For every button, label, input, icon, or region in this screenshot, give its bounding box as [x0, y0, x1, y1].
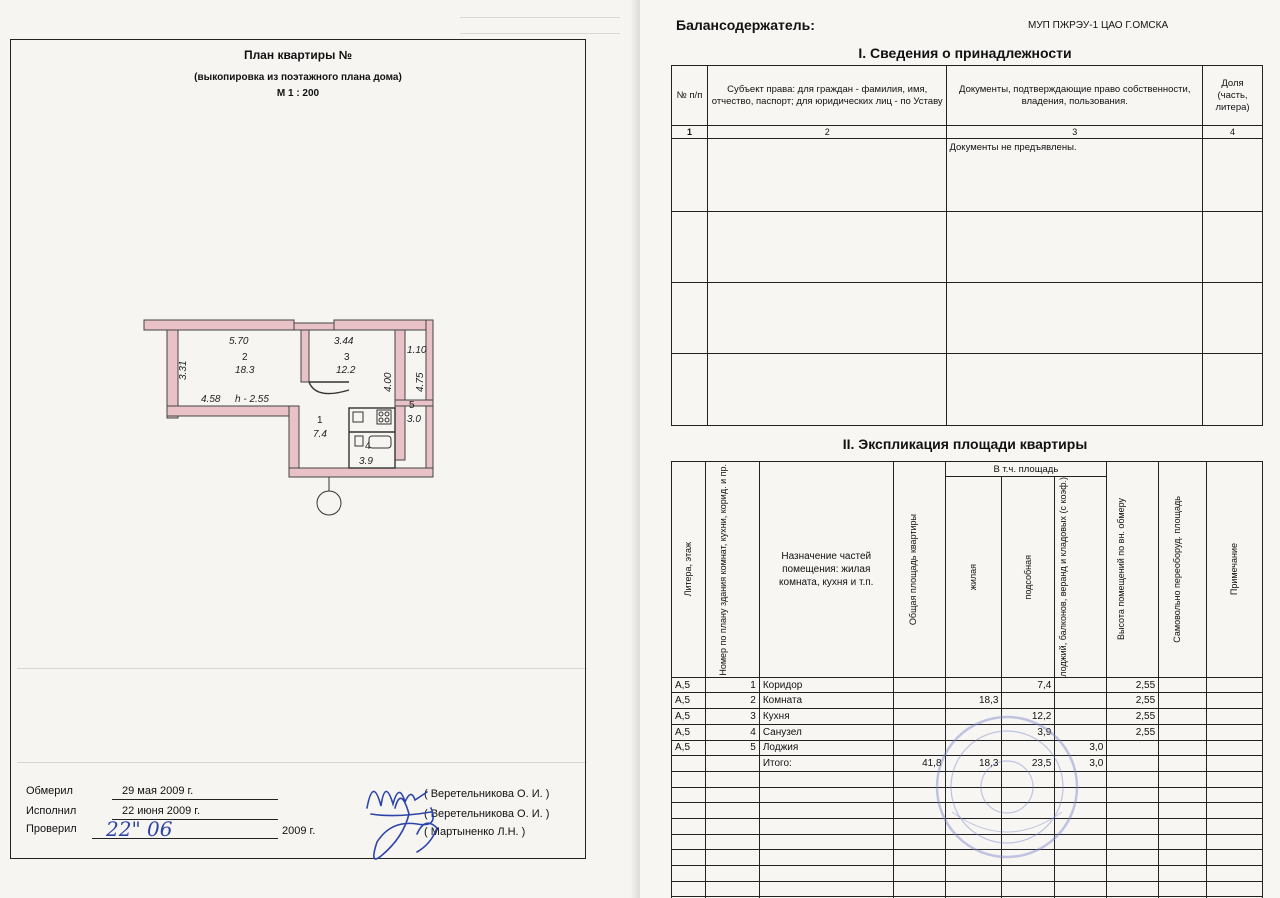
cell-purpose: Итого:: [759, 756, 893, 772]
cell-aux: 12,2: [1002, 709, 1055, 725]
cell-unauth: [1159, 756, 1207, 772]
col-header-litera: Литера, этаж: [682, 542, 693, 597]
cell-note: [1207, 677, 1263, 693]
table-cell: [1002, 866, 1055, 882]
col-header-total: Общая площадь квартиры: [908, 513, 919, 625]
table-row: [672, 866, 1263, 882]
wall-room2-room3: [301, 330, 309, 382]
loggia-width: 4.75: [415, 372, 426, 392]
cell-loggia: [1055, 677, 1107, 693]
cell-note: [1207, 756, 1263, 772]
table-row: [672, 354, 1263, 426]
corridor-length: 4.58: [201, 394, 221, 405]
wall-left: [167, 330, 178, 418]
cell-number: [705, 756, 759, 772]
cell-number: 4: [705, 724, 759, 740]
wall-right-room3: [395, 330, 405, 460]
col-number: 2: [707, 126, 947, 139]
col-header-incl: В т.ч. площадь: [945, 462, 1107, 477]
table-row: [672, 283, 1263, 354]
loggia-length: 1.10: [407, 345, 427, 356]
cell-living: 18,3: [945, 756, 1002, 772]
cell-purpose: Санузел: [759, 724, 893, 740]
cell-unauth: [1159, 677, 1207, 693]
col-header-number: Номер по плану здания комнат, кухни, корид. и пр.: [718, 463, 729, 676]
cell-height: 2,55: [1107, 709, 1159, 725]
table-cell: [705, 881, 759, 897]
cell-living: [945, 677, 1002, 693]
cell-litera: А,5: [672, 709, 706, 725]
table-row: [672, 693, 1263, 709]
corridor-no: 1: [317, 415, 323, 426]
table-cell: [759, 881, 893, 897]
handwritten-signature: [355, 768, 465, 878]
sig-executed-name: ( Веретельникова О. И. ): [424, 808, 550, 820]
wall-top-mid: [294, 323, 334, 330]
col-number: 1: [672, 126, 708, 139]
cell-total: 41,8: [893, 756, 945, 772]
bleed-line: [460, 8, 620, 18]
ceiling-height: h - 2.55: [235, 394, 269, 405]
cell-aux: 3,9: [1002, 724, 1055, 740]
table-cell: [672, 881, 706, 897]
right-page: [640, 0, 1280, 898]
cell-litera: [672, 756, 706, 772]
cell-note: [1207, 709, 1263, 725]
cell-litera: А,5: [672, 693, 706, 709]
plan-scale: М 1 : 200: [276, 88, 320, 99]
sig-line: [92, 838, 278, 839]
table-cell: [1055, 866, 1107, 882]
cell-note: [1207, 724, 1263, 740]
plan-title: План квартиры №: [243, 48, 353, 62]
sig-line: [112, 799, 278, 800]
section2-title: II. Экспликация площади квартиры: [842, 436, 1088, 452]
stove-fixture: [377, 410, 391, 424]
table-cell: [893, 866, 945, 882]
table-cell: [1159, 787, 1207, 803]
corridor-area: 7.4: [313, 429, 327, 440]
cell-loggia: 3,0: [1055, 756, 1107, 772]
table-cell: [1107, 803, 1159, 819]
sig-checked-year: 2009 г.: [282, 825, 316, 837]
table-cell: [759, 771, 893, 787]
table-cell: [759, 866, 893, 882]
cell-height: 2,55: [1107, 677, 1159, 693]
holder-value: МУП ПЖРЭУ-1 ЦАО Г.ОМСКА: [1028, 20, 1169, 31]
room3-no: 3: [344, 352, 350, 363]
plan-frame: [10, 39, 586, 859]
table-cell: [705, 850, 759, 866]
cell-loggia: [1055, 693, 1107, 709]
col-header: Субъект права: для граждан - фамилия, имя, отчество, паспорт; для юридических лиц - по Уставу: [707, 66, 947, 126]
table-cell: [893, 881, 945, 897]
table-cell: [759, 850, 893, 866]
cell-height: 2,55: [1107, 724, 1159, 740]
sig-executed-label: Исполнил: [26, 805, 77, 817]
col-header-loggia: лоджий, балконов, веранд и кладовых (с коэф.): [1057, 477, 1068, 677]
table-cell: [1207, 834, 1263, 850]
cell-litera: А,5: [672, 724, 706, 740]
table-cell: [1107, 771, 1159, 787]
sig-checked-label: Проверил: [26, 823, 77, 835]
col-header-living: жилая: [967, 563, 978, 590]
table-cell: [1207, 803, 1263, 819]
table-cell: [1107, 818, 1159, 834]
col-number: 3: [947, 126, 1203, 139]
sig-checked-name: ( Мартыненко Л.Н. ): [424, 826, 526, 838]
table-cell: [705, 771, 759, 787]
table-row: [672, 677, 1263, 693]
table-cell: [672, 834, 706, 850]
table-cell: [1159, 803, 1207, 819]
room3-area: 12.2: [336, 365, 356, 376]
cell-loggia: 3,0: [1055, 740, 1107, 756]
table-cell: [1107, 787, 1159, 803]
plan-subtitle: (выкопировка из поэтажного плана дома): [194, 72, 402, 83]
bath-no: 4: [365, 441, 371, 452]
col-header: Документы, подтверждающие право собственности, владения, пользования.: [947, 66, 1203, 126]
table-cell: [1107, 834, 1159, 850]
col-header-aux: подсобная: [1022, 554, 1033, 600]
table-cell: [1159, 866, 1207, 882]
table-cell: [1207, 771, 1263, 787]
wall-corridor-left: [289, 406, 299, 468]
sig-measured: [26, 785, 112, 797]
loggia-area: 3.0: [407, 414, 421, 425]
table-cell: [1159, 881, 1207, 897]
sig-executed-date: 22 июня 2009 г.: [122, 805, 201, 817]
round-stamp: [932, 712, 1082, 862]
room3-length: 3.44: [334, 336, 354, 347]
cell-unauth: [1159, 693, 1207, 709]
holder-label: Балансодержатель:: [676, 17, 815, 33]
bleed-line: [460, 24, 620, 34]
table-cell: [1159, 850, 1207, 866]
col-header-note: Примечание: [1229, 543, 1240, 596]
cell-litera: А,5: [672, 677, 706, 693]
sig-checked: [26, 823, 112, 835]
section1-title: I. Сведения о принадлежности: [858, 45, 1072, 61]
table-cell: [705, 834, 759, 850]
sink-fixture: [353, 412, 363, 422]
table-cell: [945, 866, 1002, 882]
col-header: № п/п: [672, 66, 708, 126]
cell-unauth: [1159, 724, 1207, 740]
table-cell: [1159, 834, 1207, 850]
cell-aux: 23,5: [1002, 756, 1055, 772]
cell-note: [1207, 740, 1263, 756]
cell-aux: 7,4: [1002, 677, 1055, 693]
table-cell: [759, 834, 893, 850]
cell-height: [1107, 740, 1159, 756]
table-cell: [1107, 881, 1159, 897]
room3-width: 4.00: [383, 372, 394, 392]
table-cell: [1207, 787, 1263, 803]
wall-top-left: [144, 320, 294, 330]
room2-length: 5.70: [229, 336, 249, 347]
col-header: Доля (часть, литера): [1203, 66, 1263, 126]
cell-unauth: [1159, 709, 1207, 725]
documents-note: Документы не предъявлены.: [947, 139, 1203, 212]
table-cell: [945, 881, 1002, 897]
table-cell: [759, 803, 893, 819]
cell-total: [893, 677, 945, 693]
bleed-table: [17, 668, 587, 763]
col-header-height: Высота помещений по вн. обмеру: [1115, 498, 1126, 641]
cell-unauth: [1159, 740, 1207, 756]
table-cell: [672, 818, 706, 834]
cell-purpose: Комната: [759, 693, 893, 709]
table-cell: [672, 850, 706, 866]
col-header-unauth: Самовольно переоборуд. площадь: [1171, 496, 1182, 643]
cell-total: [893, 693, 945, 709]
sig-measured-date: 29 мая 2009 г.: [122, 785, 194, 797]
sig-checked-handwritten-date: 22" 06: [106, 817, 173, 841]
cell-height: 2,55: [1107, 693, 1159, 709]
wall-bottom-room2: [167, 406, 289, 416]
room2-area: 18.3: [235, 365, 255, 376]
table-cell: [1055, 881, 1107, 897]
table-row: [672, 139, 1263, 212]
ownership-table: [671, 65, 1263, 426]
room2-width: 3.31: [178, 360, 189, 380]
sig-measured-name: ( Веретельникова О. И. ): [424, 788, 550, 800]
table-cell: [1107, 850, 1159, 866]
table-cell: [1207, 881, 1263, 897]
wall-bottom: [289, 468, 433, 477]
cell-number: 2: [705, 693, 759, 709]
sig-executed: [26, 805, 112, 817]
cell-number: 1: [705, 677, 759, 693]
table-cell: [672, 866, 706, 882]
table-cell: [1002, 881, 1055, 897]
cell-number: 5: [705, 740, 759, 756]
table-cell: [1207, 818, 1263, 834]
cell-aux: [1002, 693, 1055, 709]
table-cell: [672, 787, 706, 803]
table-cell: [672, 771, 706, 787]
table-cell: [1107, 866, 1159, 882]
cell-height: [1107, 756, 1159, 772]
col-header-purpose: Назначение частей помещения: жилая комната, кухня и т.п.: [759, 462, 893, 678]
table-row: [672, 212, 1263, 283]
room2-no: 2: [242, 352, 248, 363]
cell-litera: А,5: [672, 740, 706, 756]
table-row: [672, 881, 1263, 897]
cell-living: 18,3: [945, 693, 1002, 709]
cell-number: 3: [705, 709, 759, 725]
table-cell: [705, 787, 759, 803]
table-cell: [705, 866, 759, 882]
table-cell: [705, 803, 759, 819]
table-cell: [672, 803, 706, 819]
loggia-no: 5: [409, 400, 415, 411]
table-cell: [1207, 866, 1263, 882]
col-number: 4: [1203, 126, 1263, 139]
table-cell: [759, 787, 893, 803]
stair-circle: [317, 491, 341, 515]
cell-purpose: Лоджия: [759, 740, 893, 756]
cell-purpose: Кухня: [759, 709, 893, 725]
table-cell: [705, 818, 759, 834]
table-cell: [759, 818, 893, 834]
cell-purpose: Коридор: [759, 677, 893, 693]
bath-fixture: [369, 436, 391, 448]
bath-area: 3.9: [359, 456, 373, 467]
sig-measured-label: Обмерил: [26, 785, 73, 797]
wall-outer-right: [426, 320, 433, 470]
table-cell: [1159, 818, 1207, 834]
table-cell: [1159, 771, 1207, 787]
wall-top-right: [334, 320, 426, 330]
table-cell: [1207, 850, 1263, 866]
cell-note: [1207, 693, 1263, 709]
toilet-fixture: [355, 436, 363, 446]
